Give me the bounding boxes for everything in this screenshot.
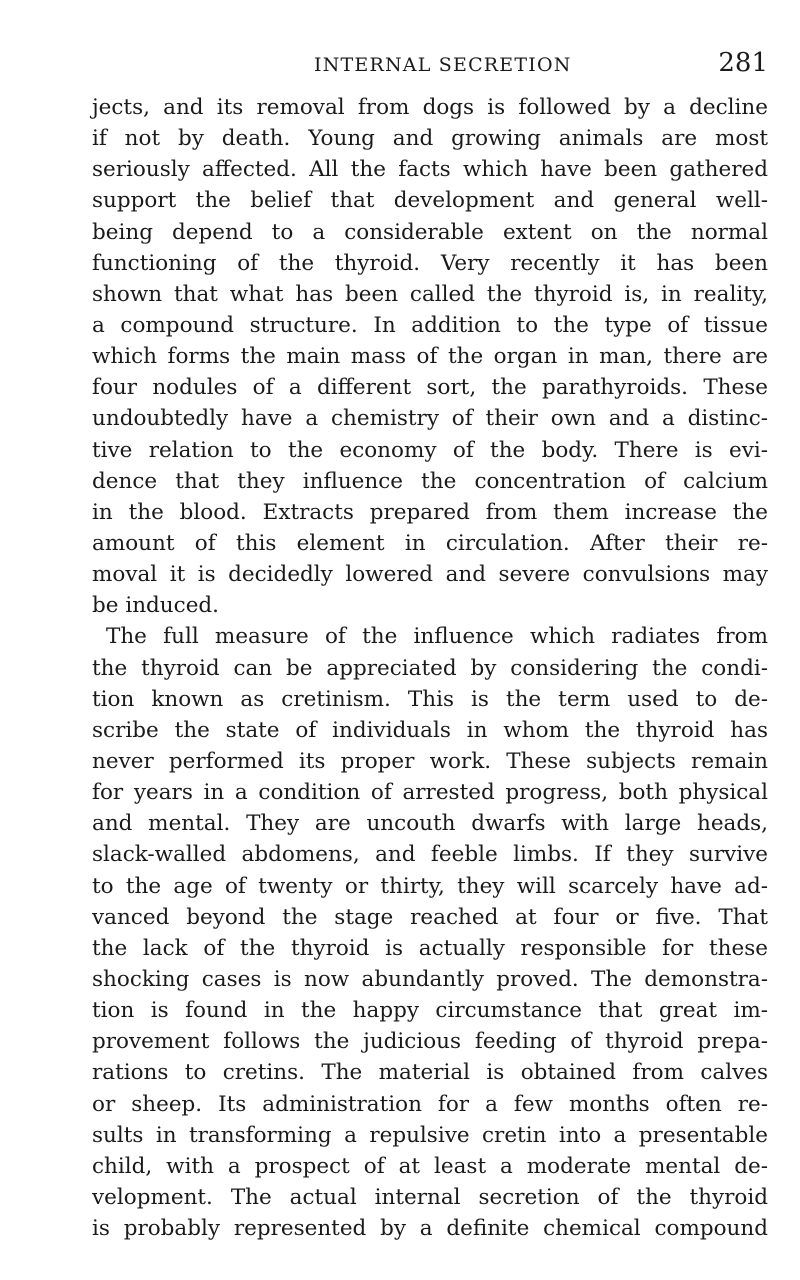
text-line: if not by death. Young and growing animals are most — [92, 126, 768, 152]
text-line: is probably represented by a definite chemical compound — [92, 1216, 768, 1242]
text-line: support the belief that development and general well- — [92, 188, 768, 214]
text-line: scribe the state of individuals in whom the thyroid has — [92, 717, 768, 743]
text-line: for years in a condition of arrested progress, both physical — [92, 780, 768, 806]
text-line: vanced beyond the stage reached at four or five. That — [92, 904, 768, 930]
text-line: which forms the main mass of the organ in man, there are — [92, 344, 768, 370]
text-line: in the blood. Extracts prepared from them increase the — [92, 499, 768, 525]
page-number: 281 — [718, 48, 768, 78]
text-line: rations to cretins. The material is obtained from calves — [92, 1060, 768, 1086]
text-line: child, with a prospect of at least a moderate mental de- — [92, 1153, 768, 1179]
text-line: moval it is decidedly lowered and severe convulsions may — [92, 562, 768, 588]
text-line: sults in transforming a repulsive cretin into a presentable — [92, 1122, 768, 1148]
text-line: never performed its proper work. These subjects remain — [92, 748, 768, 774]
text-line: amount of this element in circulation. After their re- — [92, 530, 768, 556]
text-line: the thyroid can be appreciated by considering the condi- — [92, 655, 768, 681]
text-line: to the age of twenty or thirty, they will scarcely have ad- — [92, 873, 768, 899]
text-line: the lack of the thyroid is actually responsible for these — [92, 935, 768, 961]
paragraph-start-line: The full measure of the influence which radiates from — [106, 624, 768, 650]
running-title: INTERNAL SECRETION — [314, 54, 572, 76]
text-line: seriously affected. All the facts which have been gathered — [92, 157, 768, 183]
text-line: dence that they influence the concentration of calcium — [92, 468, 768, 494]
text-line: and mental. They are uncouth dwarfs with large heads, — [92, 811, 768, 837]
text-line: or sheep. Its administration for a few months often re- — [92, 1091, 768, 1117]
text-line: velopment. The actual internal secretion of the thyroid — [92, 1184, 768, 1210]
text-line: a compound structure. In addition to the type of tissue — [92, 312, 768, 338]
text-line: jects, and its removal from dogs is followed by a decline — [92, 95, 768, 120]
text-line: tive relation to the economy of the body. There is evi- — [92, 437, 768, 463]
text-line: functioning of the thyroid. Very recently it has been — [92, 250, 768, 276]
text-line: tion is found in the happy circumstance that great im- — [92, 998, 768, 1024]
text-line: tion known as cretinism. This is the term used to de- — [92, 686, 768, 712]
text-line: shocking cases is now abundantly proved. The demonstra- — [92, 966, 768, 992]
paragraph-end-line: be induced. — [92, 593, 220, 619]
text-line: shown that what has been called the thyroid is, in reality, — [92, 281, 768, 307]
text-line: slack-walled abdomens, and feeble limbs. If they survive — [92, 842, 768, 868]
running-head — [92, 48, 768, 84]
text-line: provement follows the judicious feeding of thyroid prepa- — [92, 1029, 768, 1055]
body-text — [92, 92, 768, 1244]
text-line: undoubtedly have a chemistry of their own and a distinc- — [92, 406, 768, 432]
text-line: being depend to a considerable extent on the normal — [92, 219, 768, 245]
text-line: four nodules of a different sort, the parathyroids. These — [92, 375, 768, 401]
